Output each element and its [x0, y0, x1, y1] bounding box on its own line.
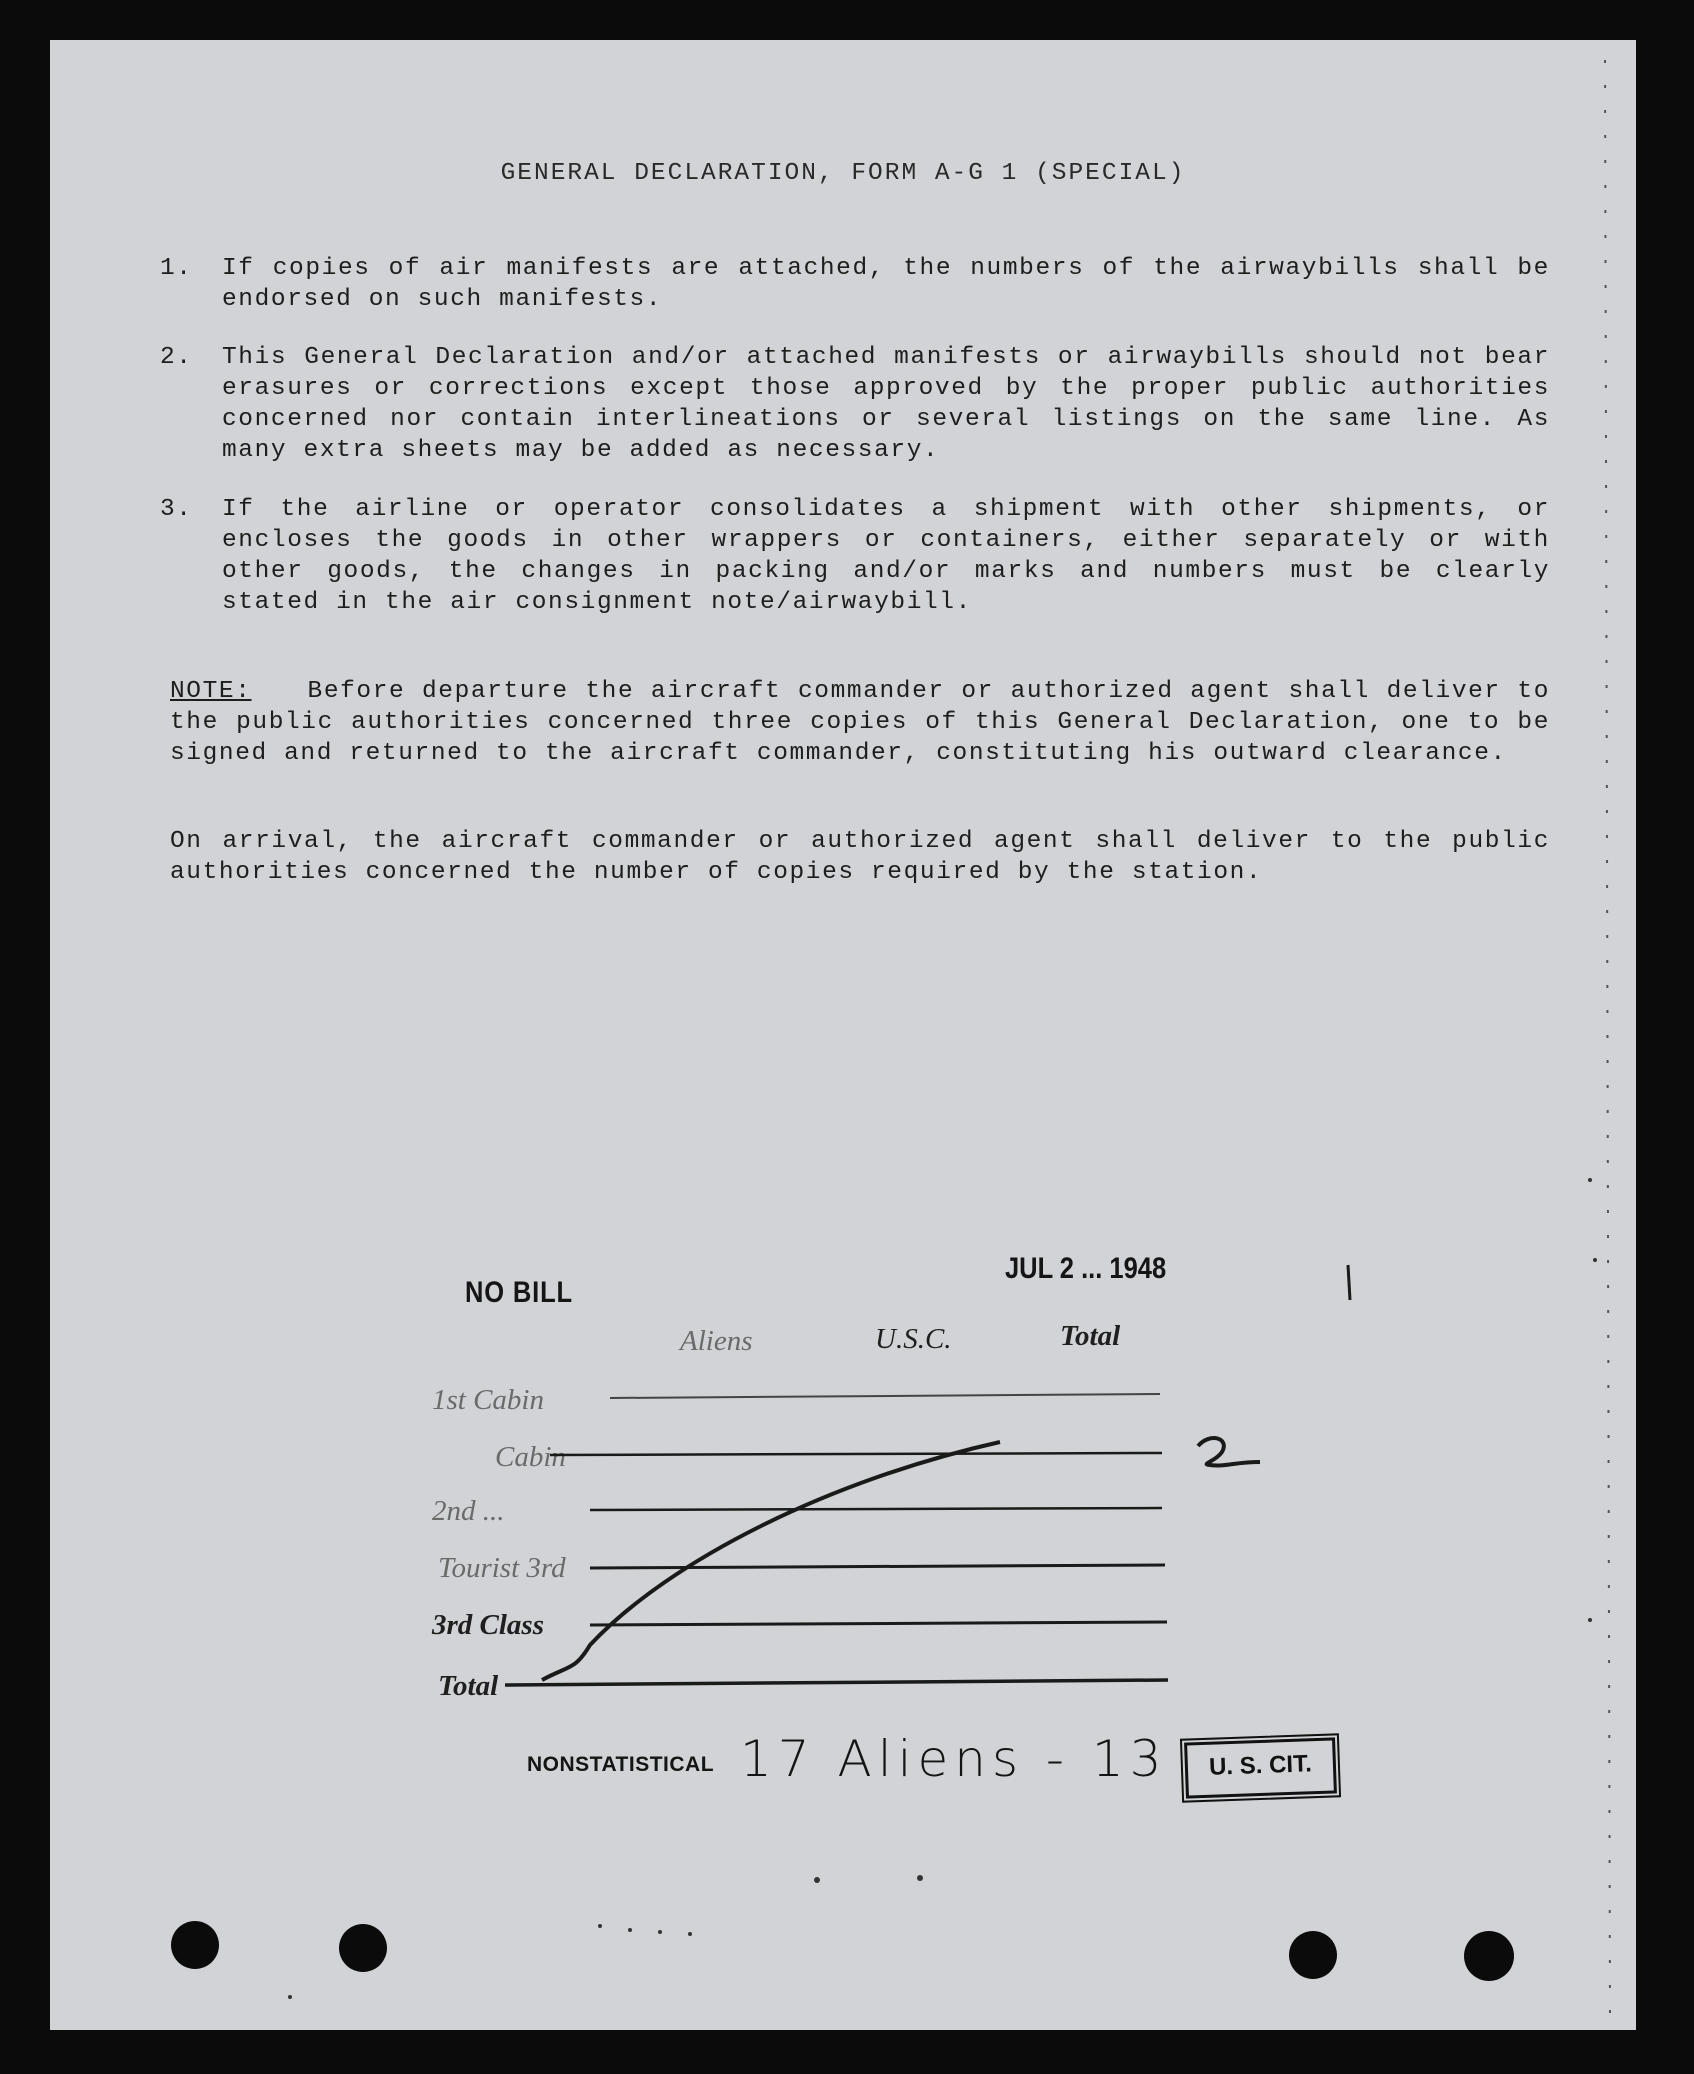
rule-line	[550, 1453, 1162, 1455]
row-cabin: Cabin	[495, 1441, 566, 1473]
rule-line	[610, 1394, 1160, 1398]
document-page	[50, 40, 1636, 2030]
item-number: 3.	[160, 496, 193, 523]
row-1st-cabin: 1st Cabin	[432, 1384, 544, 1416]
handwritten-annotation: 17 Aliens - 13	[740, 1730, 1168, 1788]
row-2nd-cabin: 2nd ...	[432, 1495, 505, 1527]
date-stamp: JUL 2 ... 1948	[1005, 1252, 1167, 1285]
rule-line	[590, 1565, 1165, 1568]
pen-stroke	[542, 1442, 1000, 1680]
rule-line	[590, 1622, 1167, 1625]
item-text: If copies of air manifests are attached, the numbers of the airwaybills shall be endorsed on such manifests.	[222, 255, 1550, 313]
item-number: 1.	[160, 255, 193, 282]
form-title: GENERAL DECLARATION, FORM A-G 1 (SPECIAL)	[500, 160, 1186, 187]
row-tourist-3rd: Tourist 3rd	[438, 1552, 566, 1584]
row-total: Total	[438, 1670, 499, 1702]
note-label: NOTE:	[170, 678, 252, 705]
arrival-paragraph: On arrival, the aircraft commander or authorized agent shall deliver to the public authorities concerned the number of copies required by the station.	[170, 828, 1550, 886]
column-usc: U.S.C.	[875, 1323, 952, 1355]
rule-line	[590, 1508, 1162, 1510]
us-cit-label: U. S. CIT.	[1208, 1750, 1313, 1781]
punch-hole	[171, 1921, 219, 1969]
tick-mark	[1348, 1265, 1350, 1300]
stamp-graphics	[50, 40, 1636, 2030]
handwritten-two	[1198, 1438, 1260, 1465]
row-3rd-class: 3rd Class	[432, 1609, 545, 1641]
nonstatistical-stamp: NONSTATISTICAL	[527, 1753, 715, 1776]
column-aliens: Aliens	[680, 1325, 753, 1357]
item-text: If the airline or operator consolidates a shipment with other shipments, or encloses the goods in other wrappers or containers, either separately or with other goods, the changes in packing and/or marks and numbers must be clearly stated in the air consignment note/airwaybill.	[222, 496, 1550, 616]
note-text: Before departure the aircraft commander or authorized agent shall deliver to the public authorities concerned three copies of this General Declaration, one to be signed and returned to the aircraft commander, constituting his outward clearance.	[170, 678, 1550, 767]
punch-hole	[1464, 1931, 1514, 1981]
rule-line	[505, 1680, 1168, 1685]
no-bill-stamp: NO BILL	[465, 1276, 573, 1309]
punch-hole	[1289, 1931, 1337, 1979]
item-number: 2.	[160, 344, 193, 371]
item-text: This General Declaration and/or attached manifests or airwaybills should not bear erasures or corrections except those approved by the proper public authorities concerned nor contain interlineations or several listings on the same line. As many extra sheets may be added as necessary.	[222, 344, 1550, 464]
column-total: Total	[1060, 1320, 1121, 1352]
punch-hole	[339, 1924, 387, 1972]
